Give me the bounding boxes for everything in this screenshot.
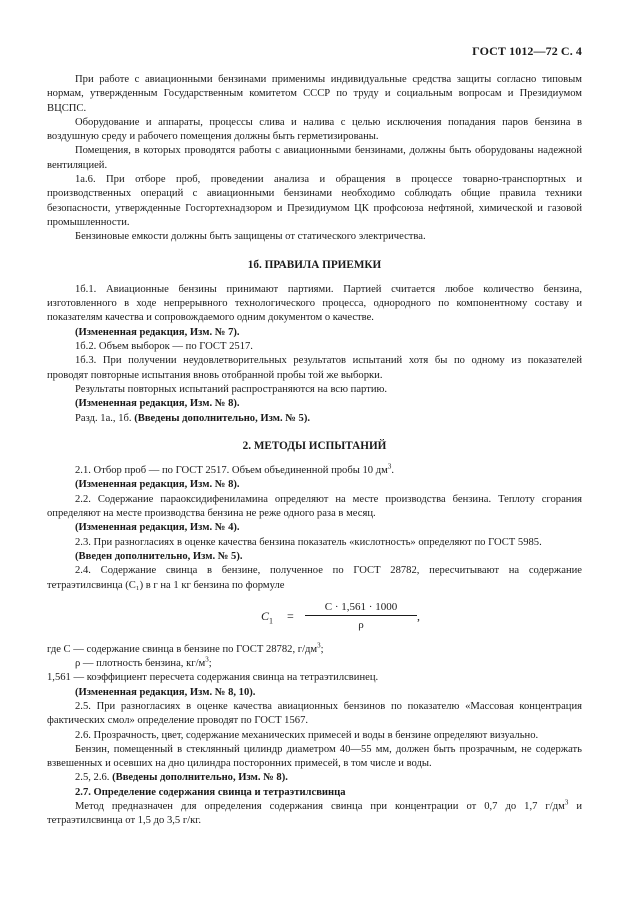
paragraph (47, 464, 582, 478)
paragraph: При работе с авиационными бензинами применимы индивидуальные средства защиты согласно типовым нормам, утвержденным Государственным комитетом СССР по труду и социальным вопросам и Президиумом ВЦСПС. (47, 74, 582, 114)
subsection-heading: 2.7. Определение содержания свинца и тетраэтилсвинца (75, 786, 346, 798)
amendment-note: (Введен дополнительно, Изм. № 5). (75, 550, 243, 562)
formula-numerator: C · 1,561 · 1000 (305, 600, 417, 616)
paragraph: Помещения, в которых проводятся работы с авиационными бензинами, должны быть оборудованы надежной вентиляцией. (47, 145, 582, 171)
section-heading-test-methods: 2. МЕТОДЫ ИСПЫТАНИЙ (242, 439, 387, 452)
paragraph-text: 2.1. Отбор проб — по ГОСТ 2517. Объем объединенной пробы 10 дм (75, 465, 388, 477)
paragraph-text: Метод предназначен для определения содержания свинца при концентрации от 0,7 до 1,7 г/дм (75, 801, 565, 813)
definition-text: где C — содержание свинца в бензине по ГОСТ 28782, г/дм (47, 643, 318, 655)
formula-fraction (305, 600, 417, 633)
paragraph-text: . (391, 465, 394, 477)
paragraph: 1б.3. При получении неудовлетворительных результатов испытаний хотя бы по одному из показателей проводят повторные испытания вновь отобранной пробы той же выборки. (47, 355, 582, 381)
paragraph: 2.4. Содержание свинца в бензине, полученное по ГОСТ 28782, пересчитывают на содержание тетраэтилсвинца (C₁) в г на 1 кг бензина по формуле (47, 565, 582, 591)
paragraph: 1а.6. При отборе проб, проведении анализа и обращения в процессе товарно-транспортных и производственных операций с авиационными бензинами необходимо соблюдать общие правила техники безопасности, утвержденные Госгортехнадзором и Президиумом ЦК профсоюза нефтяной, химической и газовой промышленности. (47, 174, 582, 228)
paragraph (47, 412, 582, 426)
amendment-note: (Введены дополнительно, Изм. № 5). (134, 412, 311, 424)
amendment-note: (Измененная редакция, Изм. № 4). (75, 522, 240, 534)
amendment-note: (Измененная редакция, Изм. № 7). (75, 326, 240, 338)
superscript: 3 (317, 641, 321, 650)
amendment-note: (Измененная редакция, Изм. № 8, 10). (75, 686, 256, 698)
paragraph: 1б.1. Авиационные бензины принимают партиями. Партией считается любое количество бензина, изготовленного в ходе непрерывного технологического процесса, однородного по компонентному составу и показателям качества и сопровождаемого одним документом о качестве. (47, 283, 582, 324)
formula-lhs-subscript: 1 (269, 616, 274, 626)
formula-lhs-symbol: C (261, 608, 270, 623)
document-body (47, 73, 582, 829)
paragraph: 2.2. Содержание параоксидифениламина определяют на месте производства бензина. Теплоту сгорания определяют на месте производства бензина не реже одного раза в месяц. (47, 493, 582, 520)
formula-lhs (261, 609, 273, 629)
paragraph: Бензин, помещенный в стеклянный цилиндр диаметром 40—55 мм, должен быть прозрачным, не содержать взвешенных и осевших на дно цилиндра посторонних примесей, в том числе и воды. (47, 743, 582, 770)
paragraph-text: и тетраэтилсвинца от 1,5 до 3,5 г/кг. (47, 801, 582, 827)
paragraph-text: Разд. 1а., 1б. (75, 412, 132, 424)
superscript: 3 (387, 462, 392, 471)
superscript: 3 (564, 798, 569, 807)
formula-tail: , (417, 608, 420, 623)
definition-text: ; (320, 643, 324, 655)
paragraph: Оборудование и аппараты, процессы слива и налива с целью исключения попадания паров бензина в воздушную среду и рабочего помещения должны быть герметизированы. (47, 116, 582, 143)
paragraph: Результаты повторных испытаний распространяются на всю партию. (75, 383, 388, 395)
paragraph: Бензиновые емкости должны быть защищены от статического электричества. (75, 231, 426, 243)
paragraph: 1б.2. Объем выборок — по ГОСТ 2517. (75, 341, 253, 353)
page-header: ГОСТ 1012—72 С. 4 (472, 44, 582, 58)
paragraph: 2.6. Прозрачность, цвет, содержание механических примесей и воды в бензине определяют визуально. (75, 729, 539, 741)
paragraph (47, 800, 582, 829)
superscript: 3 (205, 655, 209, 664)
paragraph: 2.3. При разногласиях в оценке качества бензина показатель «кислотность» определяют по ГОСТ 5985. (75, 536, 542, 548)
paragraph (47, 771, 582, 785)
amendment-note: (Измененная редакция, Изм. № 8). (75, 398, 240, 410)
definition-line: 1,561 — коэффициент пересчета содержания свинца на тетраэтилсвинец. (47, 672, 379, 684)
paragraph-text: 2.5, 2.6. (75, 772, 110, 784)
definition-text: ; (208, 658, 212, 670)
amendment-note: (Введены дополнительно, Изм. № 8). (112, 772, 288, 784)
formula-equals: = (287, 608, 294, 623)
definition-line (47, 657, 582, 671)
definition-line (47, 643, 582, 657)
amendment-note: (Измененная редакция, Изм. № 8). (75, 479, 240, 491)
section-heading-acceptance: 1б. ПРАВИЛА ПРИЕМКИ (247, 258, 382, 271)
definition-text: ρ — плотность бензина, кг/м (75, 658, 206, 670)
formula (47, 597, 582, 641)
formula-denominator: ρ (358, 619, 364, 632)
paragraph: 2.5. При разногласиях в оценке качества авиационных бензинов по показателю «Массовая концентрация фактических смол» определение проводят по ГОСТ 1567. (47, 700, 582, 727)
